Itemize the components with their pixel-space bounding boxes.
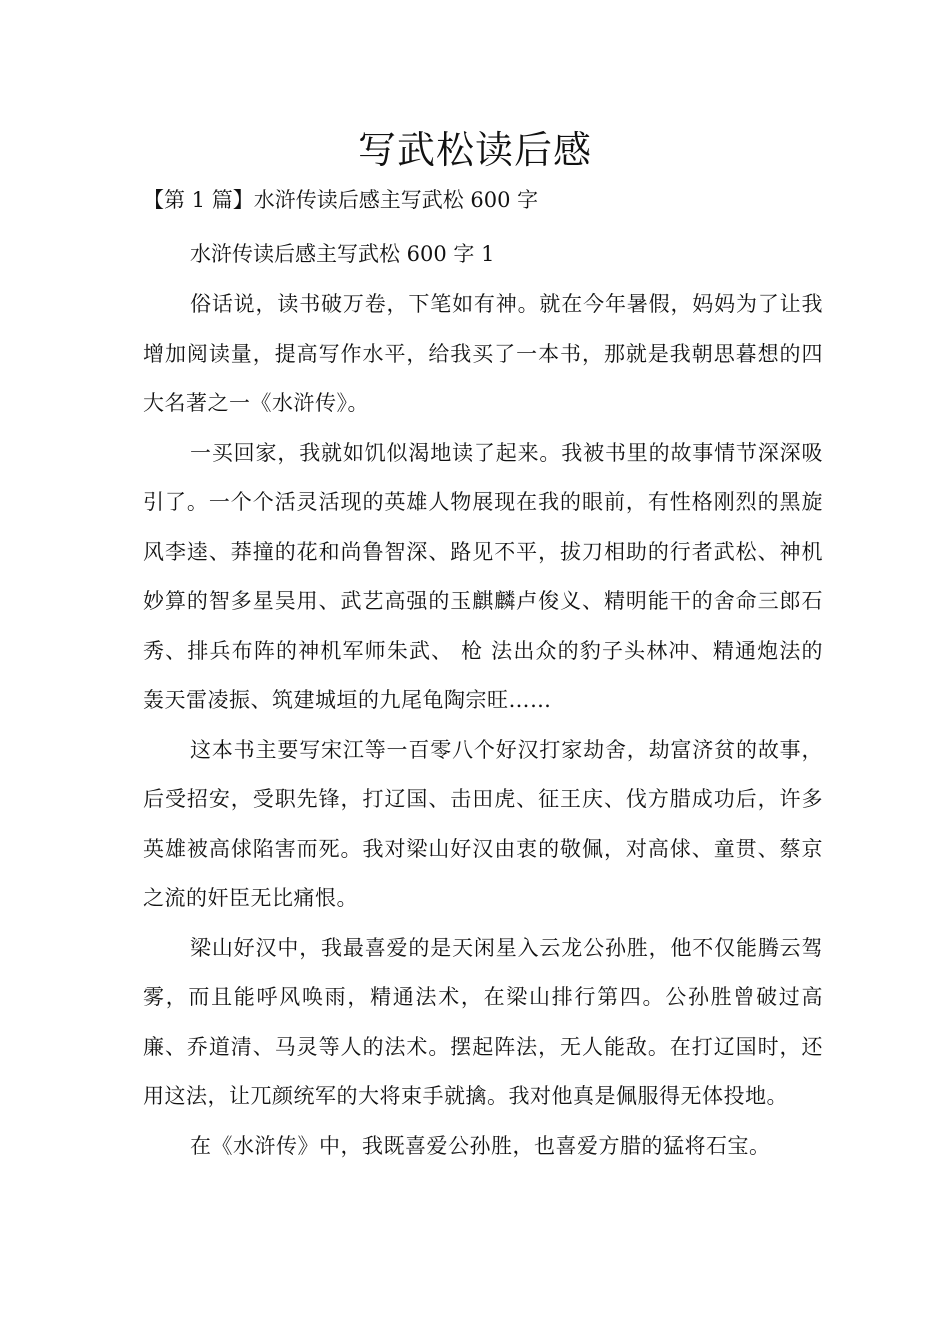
paragraph: 在《水浒传》中，我既喜爱公孙胜，也喜爱方腊的猛将石宝。 [190, 1133, 771, 1158]
document-title: 写武松读后感 [357, 128, 592, 172]
paragraph: 一买回家，我就如饥似渴地读了起来。我被书里的故事情节深深吸引了。一个个活灵活现的英雄人物展现在我的眼前，有性格刚烈的黑旋风李逵、莽撞的花和尚鲁智深、路见不平，拔刀相助的行者武松、神机妙算的智多星吴用、武艺高强的玉麒麟卢俊义、精明能干的舍命三郎石秀、排兵布阵的神机军师朱武、 枪 法出众的豹子头林冲、精通炮法的轰天雷凌振、筑建城垣的九尾龟陶宗旺…… [143, 440, 823, 712]
paragraph: 这本书主要写宋江等一百零八个好汉打家劫舍，劫富济贫的故事，后受招安，受职先锋，打辽国、击田虎、征王庆、伐方腊成功后，许多英雄被高俅陷害而死。我对梁山好汉由衷的敬佩，对高俅、童贯、蔡京之流的奸臣无比痛恨。 [143, 737, 823, 910]
paragraph: 梁山好汉中，我最喜爱的是天闲星入云龙公孙胜，他不仅能腾云驾雾，而且能呼风唤雨，精通法术，在梁山排行第四。公孙胜曾破过高廉、乔道清、马灵等人的法术。摆起阵法，无人能敌。在打辽国时，还用这法，让兀颜统军的大将束手就擒。我对他真是佩服得无体投地。 [143, 935, 823, 1108]
sub-heading: 水浒传读后感主写武松 600 字 1 [190, 242, 495, 266]
section-heading: 【第 1 篇】水浒传读后感主写武松 600 字 [143, 188, 539, 212]
paragraph: 俗话说，读书破万卷，下笔如有神。就在今年暑假，妈妈为了让我增加阅读量，提高写作水平，给我买了一本书，那就是我朝思暮想的四大名著之一《水浒传》。 [143, 292, 823, 415]
body-text [143, 280, 823, 1171]
